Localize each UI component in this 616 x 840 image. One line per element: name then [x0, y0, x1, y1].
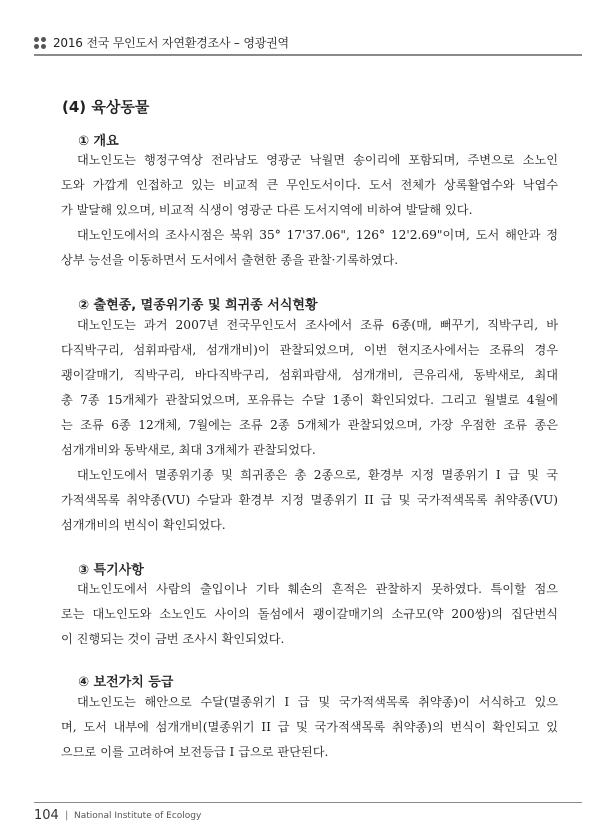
- page-footer: [34, 802, 582, 826]
- paragraph-line: 로는 대노인도와 소노인도 사이의 돌섬에서 괭이갈매기의 소규모(약 200쌍)의 집단번식: [61, 607, 558, 621]
- subsection-heading-overview: ① 개요: [78, 134, 119, 149]
- paragraph-line: 섬개개비의 번식이 확인되었다.: [61, 518, 226, 532]
- paragraph-line: 다직박구리, 섬휘파람새, 섬개개비)이 관찰되었으며, 이번 현지조사에서는 조류의 경우: [61, 343, 558, 357]
- footer-separator: |: [65, 810, 69, 821]
- paragraph-line: 도와 가깝게 인접하고 있는 비교적 큰 무인도서이다. 도서 전체가 상록활엽수와 낙엽수: [61, 178, 558, 192]
- section-title: (4) 육상동물: [62, 98, 150, 116]
- page-header: [34, 33, 582, 53]
- subsection-heading-species: ② 출현종, 멸종위기종 및 희귀종 서식현황: [78, 298, 318, 313]
- paragraph-line: 대노인도는 해안으로 수달(멸종위기 I 급 및 국가적색목록 취약종)이 서식하고 있으: [77, 695, 558, 709]
- paragraph-line: 대노인도에서 사람의 출입이나 기타 훼손의 흔적은 관찰하지 못하였다. 특이할 점으: [77, 582, 558, 596]
- header-rule: [34, 54, 582, 56]
- paragraph-line: 대노인도는 과거 2007년 전국무인도서 조사에서 조류 6종(매, 뻐꾸기, 직박구리, 바: [77, 318, 558, 332]
- institution-name: National Institute of Ecology: [74, 811, 202, 821]
- paragraph-line: 가 발달해 있으며, 비교적 식생이 영광군 다른 도서지역에 비하여 발달해 있다.: [61, 203, 473, 217]
- subsection-heading-notes: ③ 특기사항: [78, 563, 144, 578]
- subsection-heading-conservation: ④ 보전가치 등급: [78, 675, 174, 690]
- paragraph-line: 가적색목록 취약종(VU) 수달과 환경부 지정 멸종위기 II 급 및 국가적색목록 취약종(VU): [61, 493, 558, 507]
- paragraph-line: 는 조류 6종 12개체, 7월에는 조류 2종 5개체가 관찰되었으며, 가장 우점한 조류 종은: [61, 418, 558, 432]
- paragraph-line: 총 7종 15개체가 관찰되었으며, 포유류는 수달 1종이 확인되었다. 그리고 월별로 4월에: [61, 393, 558, 407]
- paragraph-line: 이 진행되는 것이 금번 조사시 확인되었다.: [61, 632, 285, 646]
- paragraph-line: 며, 도서 내부에 섬개개비(멸종위기 II 급 및 국가적색목록 취약종)의 번식이 확인되고 있: [61, 720, 558, 734]
- header-dots-icon: [34, 37, 48, 49]
- footer-rule: [34, 802, 582, 803]
- paragraph-line: 섬개개비와 동박새로, 최대 3개체가 관찰되었다.: [61, 443, 316, 457]
- paragraph-line: 으므로 이를 고려하여 보전등급 I 급으로 판단된다.: [61, 745, 329, 759]
- page-number: 104: [34, 808, 59, 823]
- paragraph-line: 상부 능선을 이동하면서 도서에서 출현한 종을 관찰·기록하였다.: [61, 253, 399, 267]
- paragraph-line: 대노인도는 행정구역상 전라남도 영광군 낙월면 송이리에 포함되며, 주변으로 소노인: [77, 153, 558, 167]
- paragraph-line: 괭이갈매기, 직박구리, 바다직박구리, 섬휘파람새, 섬개개비, 큰유리새, 동박새로, 최대: [61, 368, 558, 382]
- paragraph-line: 대노인도에서의 조사시점은 북위 35° 17'37.06", 126° 12'2.69"이며, 도서 해안과 정: [77, 228, 558, 242]
- header-title: 2016 전국 무인도서 자연환경조사 – 영광권역: [53, 36, 289, 50]
- paragraph-line: 대노인도에서 멸종위기종 및 희귀종은 총 2종으로, 환경부 지정 멸종위기 I 급 및 국: [77, 468, 558, 482]
